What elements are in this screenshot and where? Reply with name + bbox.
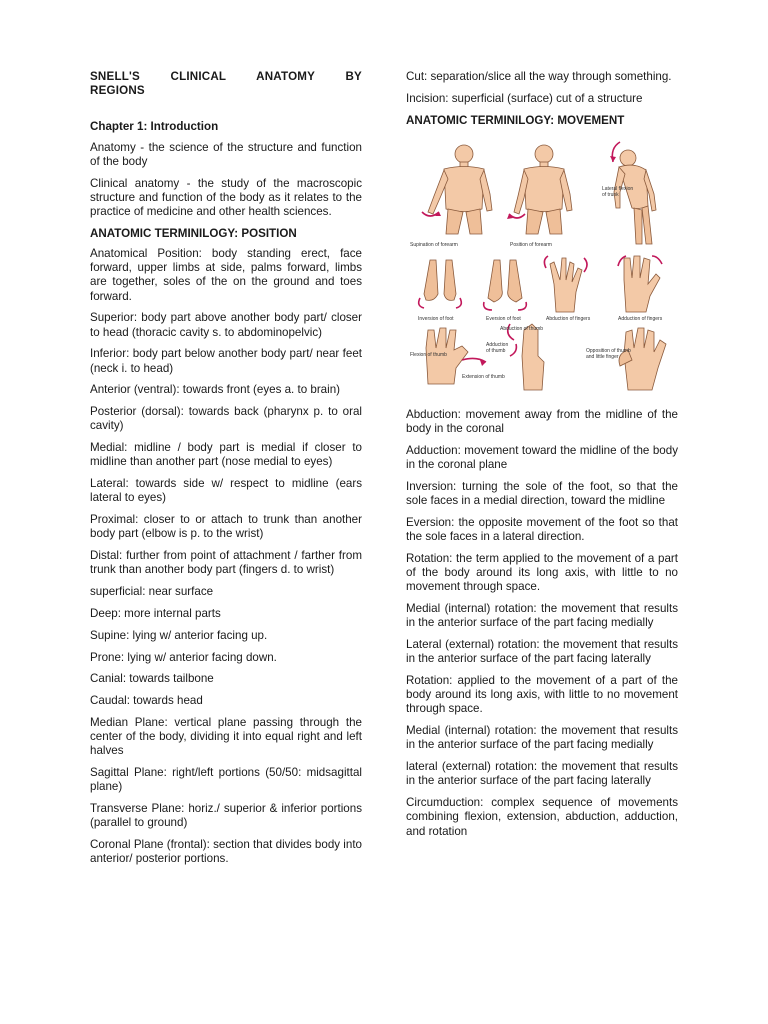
figure-pronation <box>507 145 572 248</box>
position-heading: ANATOMIC TERMINILOGY: POSITION <box>90 226 297 240</box>
left-column <box>90 70 362 874</box>
term-paragraph: superficial: near surface <box>90 585 214 599</box>
caption-adduction-thumb-2: of thumb <box>486 347 506 354</box>
term-paragraph: Inversion: turning the sole of the foot, so that the sole faces in a medial direction, toward the midline <box>406 479 678 507</box>
chapter-heading: Chapter 1: Introduction <box>90 120 219 134</box>
term-paragraph: Proximal: closer to or attach to trunk than another body part (elbow is p. to the wrist) <box>90 513 362 541</box>
term-paragraph: Abduction: movement away from the midline of the body in the coronal <box>406 407 678 435</box>
figure-eversion <box>484 260 527 322</box>
term-paragraph: Inferior: body part below another body part/ near feet (neck i. to head) <box>90 347 362 375</box>
term-paragraph: Rotation: applied to the movement of a part of the body around its long axis, with little to no movement through space. <box>406 674 678 716</box>
figure-adduction-fingers <box>618 256 663 322</box>
figure-supination <box>410 145 492 248</box>
term-paragraph: Caudal: towards head <box>90 694 203 708</box>
intro-paragraph: Clinical anatomy - the study of the macroscopic structure and function of the body as it relates to the practice of medicine and other health sciences. <box>90 176 362 219</box>
title-line-2: REGIONS <box>90 84 145 98</box>
term-paragraph: Eversion: the opposite movement of the foot so that the sole faces in a lateral direction. <box>406 515 678 543</box>
term-paragraph: Adduction: movement toward the midline of the body in the coronal plane <box>406 443 678 471</box>
term-paragraph: Distal: further from point of attachment / farther from trunk than another body part (fingers d. to wrist) <box>90 549 362 577</box>
caption-lateral-flexion-2: of trunk <box>602 191 619 198</box>
figure-thumb-abduction <box>486 324 544 390</box>
title-line-1: SNELL'S CLINICAL ANATOMY BY <box>90 70 362 83</box>
figure-thumb-flexion <box>410 328 505 384</box>
caption-inversion: Inversion of foot <box>418 315 454 322</box>
caption-opposition-2: and little finger <box>586 353 619 360</box>
figure-lateral-flexion <box>602 142 656 244</box>
figure-abduction-fingers <box>544 256 590 322</box>
caption-adduction-fingers: Adduction of fingers <box>618 315 663 322</box>
caption-flexion-thumb: Flexion of thumb <box>410 351 447 358</box>
term-paragraph: Posterior (dorsal): towards back (pharynx p. to oral cavity) <box>90 405 362 433</box>
term-paragraph: Supine: lying w/ anterior facing up. <box>90 628 268 642</box>
caption-eversion: Eversion of foot <box>486 315 521 322</box>
document-title <box>90 70 362 98</box>
figure-inversion <box>418 260 461 322</box>
term-paragraph: Coronal Plane (frontal): section that divides body into anterior/ posterior portions. <box>90 838 362 866</box>
caption-lateral-flexion-1: Lateral flexion <box>602 185 634 192</box>
term-paragraph: Incision: superficial (surface) cut of a structure <box>406 91 643 105</box>
term-paragraph: Medial (internal) rotation: the movement that results in the anterior surface of the part facing medially <box>406 602 678 630</box>
term-paragraph: Deep: more internal parts <box>90 607 221 621</box>
caption-extension-thumb: Extension of thumb <box>462 373 505 380</box>
term-paragraph: Transverse Plane: horiz./ superior & inferior portions (parallel to ground) <box>90 802 362 830</box>
movement-illustration <box>406 134 678 396</box>
term-paragraph: Cut: separation/slice all the way through something. <box>406 70 672 83</box>
right-column <box>406 70 678 846</box>
movement-heading: ANATOMIC TERMINILOGY: MOVEMENT <box>406 113 625 127</box>
caption-supination: Supination of forearm <box>410 241 458 248</box>
term-paragraph: Median Plane: vertical plane passing through the center of the body, dividing it into equal right and left halves <box>90 716 362 758</box>
caption-abduction-fingers: Abduction of fingers <box>546 315 591 322</box>
term-paragraph: Rotation: the term applied to the movement of a part of the body around its long axis, with little to no movement through space. <box>406 551 678 594</box>
caption-position: Position of forearm <box>510 241 552 248</box>
caption-abduction-thumb: Abduction of thumb <box>500 325 544 332</box>
term-paragraph: Anatomical Position: body standing erect, face forward, upper limbs at side, palms forward, limbs are together, soles of the on the ground and toes forward. <box>90 247 362 303</box>
term-paragraph: Medial: midline / body part is medial if closer to midline than another part (nose medial to eyes) <box>90 441 362 469</box>
term-paragraph: Circumduction: complex sequence of movements combining flexion, extension, abduction, adduction, and rotation <box>406 796 678 838</box>
term-paragraph: Lateral: towards side w/ respect to midline (ears lateral to eyes) <box>90 477 362 505</box>
caption-adduction-thumb-1: Adduction <box>486 341 509 348</box>
term-paragraph: Medial (internal) rotation: the movement that results in the anterior surface of the part facing medially <box>406 724 678 752</box>
intro-paragraph: Anatomy - the science of the structure and function of the body <box>90 140 362 168</box>
figure-thumb-opposition <box>586 328 666 390</box>
caption-opposition-1: Opposition of thumb <box>586 347 631 354</box>
movement-figure <box>406 134 678 396</box>
term-paragraph: Anterior (ventral): towards front (eyes a. to brain) <box>90 383 341 397</box>
term-paragraph: Sagittal Plane: right/left portions (50/50: midsagittal plane) <box>90 766 362 794</box>
term-paragraph: Canial: towards tailbone <box>90 672 214 686</box>
term-paragraph: Lateral (external) rotation: the movement that results in the anterior surface of the part facing laterally <box>406 638 678 666</box>
term-paragraph: lateral (external) rotation: the movement that results in the anterior surface of the part facing laterally <box>406 760 678 788</box>
term-paragraph: Superior: body part above another body part/ closer to head (thoracic cavity s. to abdominopelvic) <box>90 311 362 339</box>
term-paragraph: Prone: lying w/ anterior facing down. <box>90 650 277 664</box>
